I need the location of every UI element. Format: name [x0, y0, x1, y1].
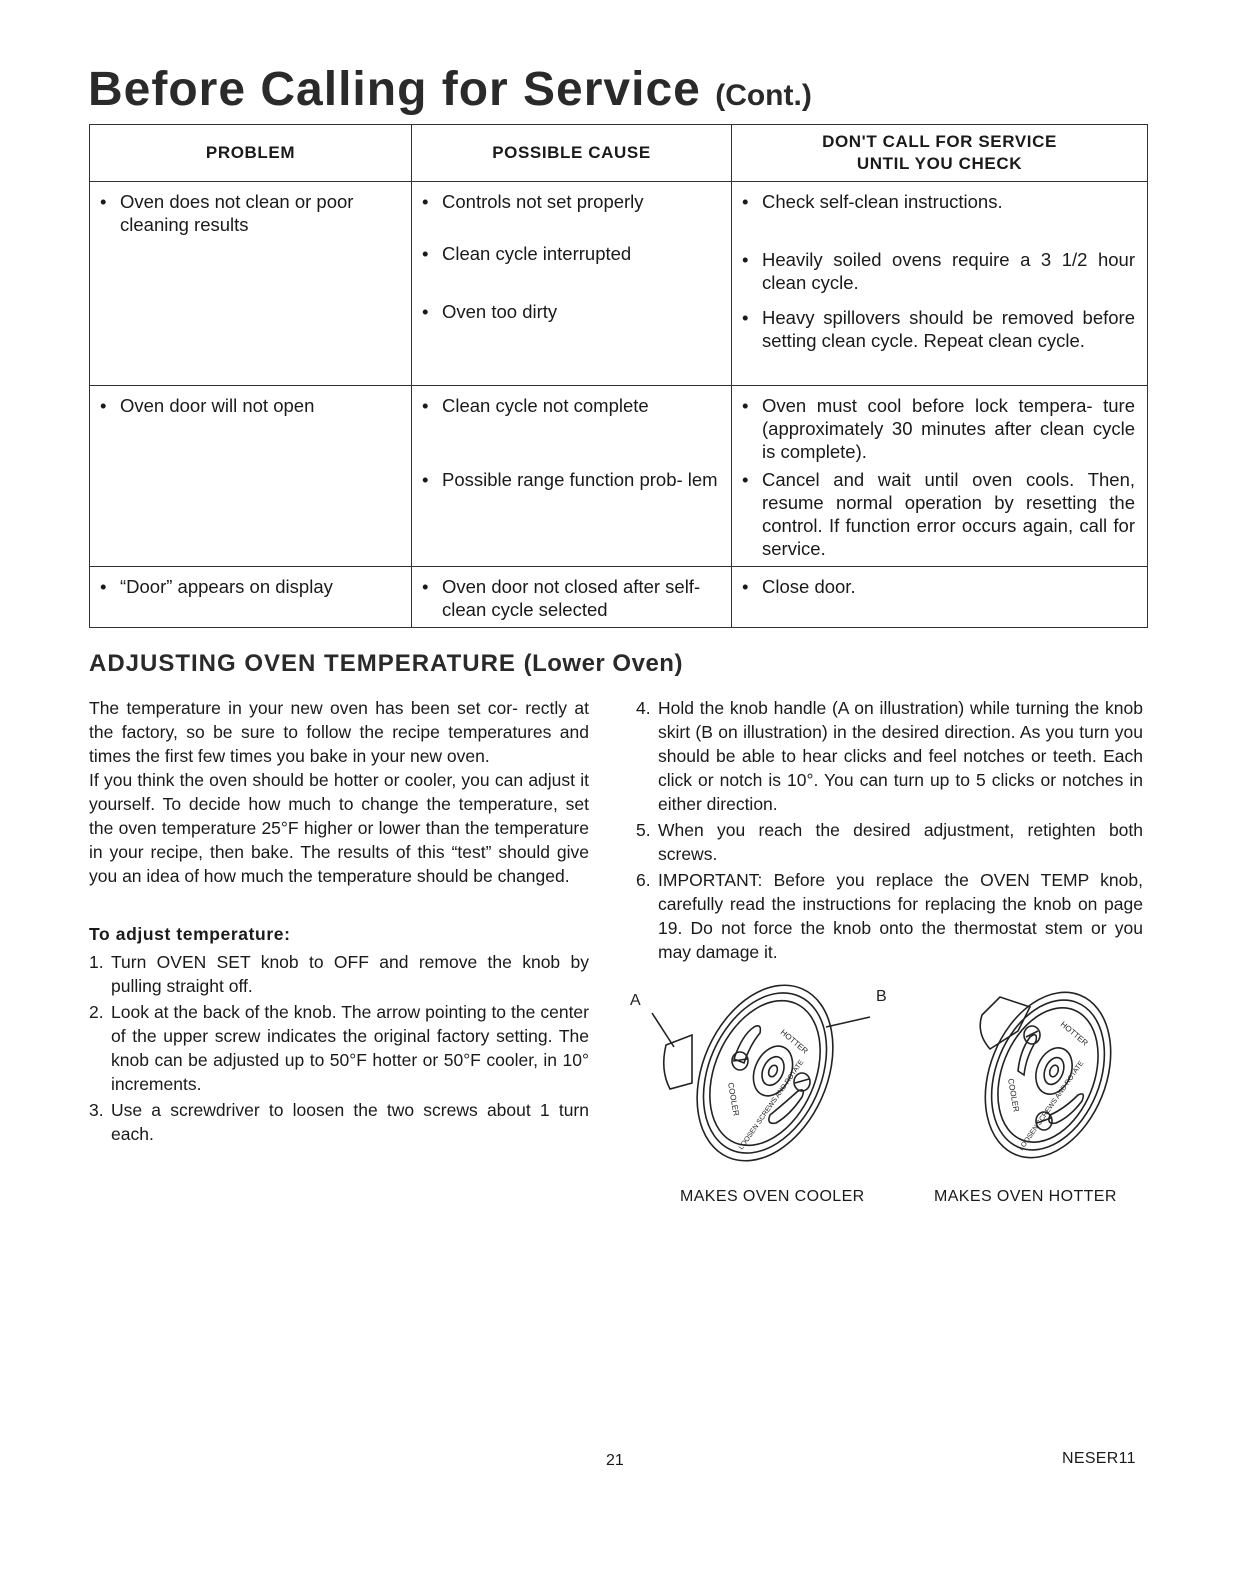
problem-cell — [90, 386, 412, 567]
hotter-label: HOTTER — [778, 1027, 810, 1056]
rim-label: LOOSEN SCREWS AND ROTATE — [737, 1059, 806, 1152]
callout-b: B — [876, 988, 887, 1005]
problem-text: Oven door will not open — [120, 395, 315, 416]
section-heading — [89, 650, 683, 678]
column-header-problem: PROBLEM — [90, 125, 412, 182]
bullet: • — [742, 395, 749, 416]
step-number: 1. — [89, 952, 104, 972]
step-item — [89, 1098, 589, 1146]
cooler-label: COOLER — [1006, 1077, 1021, 1113]
bullet: • — [742, 191, 749, 212]
table-row — [90, 386, 1148, 567]
check-cell — [732, 386, 1148, 567]
check-text: Heavily soiled ovens require a 3 1/2 hour clean cycle. — [762, 249, 1135, 293]
bullet: • — [422, 469, 429, 490]
check-text: Heavy spillovers should be removed before setting clean cycle. Repeat clean cycle. — [762, 307, 1135, 351]
check-text: Close door. — [762, 576, 856, 597]
bullet: • — [422, 301, 429, 322]
knob-illustration-hotter — [960, 975, 1130, 1175]
cause-cell — [412, 567, 732, 628]
check-cell — [732, 182, 1148, 386]
intro-paragraph: The temperature in your new oven has been set cor- rectly at the factory, so be sure to follow the recipe temperatures and times the first few times you bake in your new oven. — [89, 698, 589, 766]
rim-label: LOOSEN SCREWS AND ROTATE — [1017, 1060, 1086, 1153]
right-column — [636, 696, 1143, 966]
left-column — [89, 696, 589, 1148]
cooler-label: COOLER — [726, 1081, 741, 1117]
bullet: • — [100, 576, 107, 597]
cause-text: Oven too dirty — [442, 301, 558, 322]
bullet: • — [422, 395, 429, 416]
knob-back-icon — [960, 975, 1130, 1175]
step-text: Turn OVEN SET knob to OFF and remove the knob by pulling straight off. — [111, 952, 589, 996]
bullet: • — [742, 249, 749, 270]
bullet: • — [422, 191, 429, 212]
table-row — [90, 182, 1148, 386]
step-text: When you reach the desired adjustment, retighten both screws. — [658, 820, 1143, 864]
step-number: 2. — [89, 1002, 104, 1022]
subheading: To adjust temperature: — [89, 924, 291, 944]
caption-makes-oven-hotter: MAKES OVEN HOTTER — [934, 1188, 1117, 1205]
bullet: • — [742, 307, 749, 328]
document-code: NESER11 — [1062, 1450, 1136, 1467]
step-item — [636, 696, 1143, 816]
step-text: Hold the knob handle (A on illustration) while turning the knob skirt (B on illustration) in the desired direction. As you turn you should be able to hear clicks and feel notches or teeth. Each click or notch is 10°. You can turn up to 5 clicks or notches in either direction. — [658, 698, 1143, 814]
step-item — [89, 950, 589, 998]
cause-cell — [412, 182, 732, 386]
step-text: IMPORTANT: Before you replace the OVEN TEMP knob, carefully read the instructions for replacing the knob on page 19. Do not force the knob onto the thermostat stem or you may damage it. — [658, 870, 1143, 962]
cause-text: Controls not set properly — [442, 191, 644, 212]
service-troubleshooting-table — [89, 124, 1148, 628]
problem-text: Oven does not clean or poor cleaning results — [120, 191, 354, 235]
step-item — [89, 1000, 589, 1096]
cause-text: Clean cycle not complete — [442, 395, 649, 416]
step-number: 6. — [636, 870, 651, 890]
section-heading-text: ADJUSTING OVEN TEMPERATURE — [89, 650, 516, 677]
problem-text: “Door” appears on display — [120, 576, 333, 597]
check-text: Check self-clean instructions. — [762, 191, 1003, 212]
check-text: Cancel and wait until oven cools. Then, resume normal operation by resetting the control. If function error occurs again, call for service. — [762, 469, 1135, 559]
page-number: 21 — [606, 1452, 624, 1469]
knob-back-icon — [630, 975, 900, 1175]
cause-text: Oven door not closed after self-clean cycle selected — [442, 576, 701, 620]
hotter-label: HOTTER — [1058, 1019, 1090, 1048]
check-text: Oven must cool before lock tempera- ture (approximately 30 minutes after clean cycle is complete). — [762, 395, 1135, 462]
step-item — [636, 868, 1143, 964]
step-text: Use a screwdriver to loosen the two screws about 1 turn each. — [111, 1100, 589, 1144]
table-row — [90, 567, 1148, 628]
section-heading-suffix: (Lower Oven) — [523, 650, 683, 677]
intro-paragraph: If you think the oven should be hotter or cooler, you can adjust it yourself. To decide how much to change the temperature, set the oven temperature 25°F higher or lower than the temperature in your recipe, then bake. The results of this “test” should give you an idea of how much the temperature should be changed. — [89, 770, 589, 886]
bullet: • — [422, 243, 429, 264]
cause-text: Clean cycle interrupted — [442, 243, 632, 264]
column-header-check-line2: UNTIL YOU CHECK — [856, 154, 1023, 173]
bullet: • — [742, 469, 749, 490]
knob-illustration-cooler — [630, 975, 900, 1175]
problem-cell — [90, 182, 412, 386]
step-text: Look at the back of the knob. The arrow pointing to the center of the upper screw indicates the original factory setting. The knob can be adjusted up to 50°F hotter or 50°F cooler, in 10° increments. — [111, 1002, 589, 1094]
column-header-check — [732, 125, 1148, 182]
page-title — [88, 63, 812, 116]
callout-a: A — [630, 992, 641, 1009]
cause-cell — [412, 386, 732, 567]
problem-cell — [90, 567, 412, 628]
step-number: 5. — [636, 820, 651, 840]
step-item — [636, 818, 1143, 866]
caption-makes-oven-cooler: MAKES OVEN COOLER — [680, 1188, 865, 1205]
page-title-text: Before Calling for Service — [88, 63, 701, 116]
step-number: 4. — [636, 698, 651, 718]
bullet: • — [742, 576, 749, 597]
check-cell — [732, 567, 1148, 628]
table-header-row — [90, 125, 1148, 182]
bullet: • — [100, 191, 107, 212]
bullet: • — [422, 576, 429, 597]
column-header-possible-cause: POSSIBLE CAUSE — [412, 125, 732, 182]
column-header-check-line1: DON'T CALL FOR SERVICE — [822, 132, 1057, 151]
page-title-suffix: (Cont.) — [715, 79, 812, 112]
cause-text: Possible range function prob- lem — [442, 469, 718, 490]
bullet: • — [100, 395, 107, 416]
step-number: 3. — [89, 1100, 104, 1120]
